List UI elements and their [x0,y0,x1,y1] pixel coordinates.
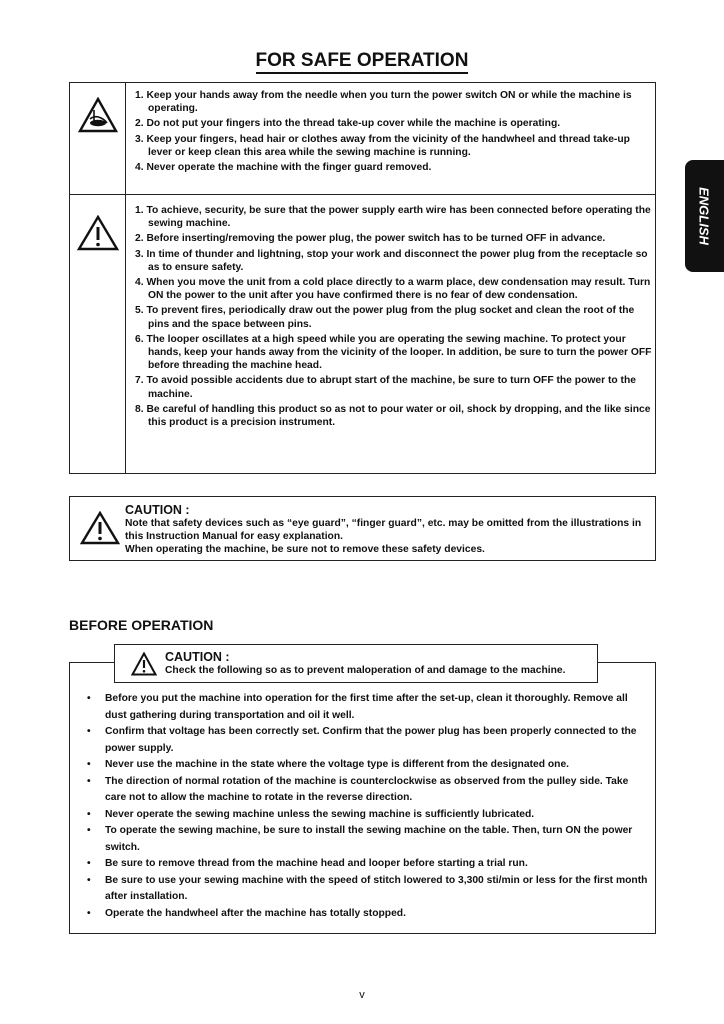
list-item: • To operate the sewing machine, be sure to install the sewing machine on the table. Then, turn ON the power switch. [87,823,649,856]
list-item: 2. Before inserting/removing the power plug, the power switch has to be turned OFF in advance. [135,233,606,245]
list-item: 2. Do not put your fingers into the thread take-up cover while the machine is operating. [135,118,561,130]
list-item: 3. Keep your fingers, head hair or clothes away from the vicinity of the handwheel and thread take-up lever or keep clean this area while the sewing machine is running. [135,133,630,158]
list-item: 1. Keep your hands away from the needle when you turn the power switch ON or while the machine is operating. [135,90,632,115]
icon-cell [70,195,126,473]
list-item: • The direction of normal rotation of the machine is counterclockwise as observed from the pulley side. Take care not to allow the machine to rotate in the reverse direction. [87,774,649,807]
list-item: • Be sure to use your sewing machine with the speed of stitch lowered to 3,300 sti/min or less for the first month after installation. [87,873,649,906]
safety-box-needle [69,82,656,195]
caution-text: When operating the machine, be sure not to remove these safety devices. [125,544,485,556]
list-item: 8. Be careful of handling this product so as not to pour water or oil, shock by dropping, and the like since this product is a precision instrument. [135,403,651,429]
safety-box-general [69,194,656,474]
list-item: • Be sure to remove thread from the machine head and looper before starting a trial run. [87,856,649,873]
list-item: • Confirm that voltage has been correctly set. Confirm that the power plug has been properly connected to the power supply. [87,724,649,757]
list-item: 5. To prevent fires, periodically draw out the power plug from the plug socket and clean the root of the pins and the space between pins. [135,305,635,330]
needle-safety-list [135,89,651,176]
caution-box-safety-devices [69,496,656,561]
warning-triangle-icon [80,511,120,545]
list-item: • Never operate the sewing machine unless the sewing machine is sufficiently lubricated. [87,807,649,824]
list-item: • Never use the machine in the state where the voltage type is different from the designated one. [87,757,649,774]
list-item: • Before you put the machine into operation for the first time after the set-up, clean it thoroughly. Remove all dust gathering during transportation and oil it well. [87,691,649,724]
general-safety-list [135,204,654,431]
icon-cell [70,83,126,194]
caution-text: Note that safety devices such as “eye guard”, “finger guard”, etc. may be omitted from the illustrations in this Instruction Manual for easy explanation. [125,518,642,543]
list-item: 4. Never operate the machine with the finger guard removed. [135,162,432,174]
caution-box-maloperation [114,644,598,683]
page-number: v [359,989,365,1001]
language-tab [685,160,724,272]
list-item: 7. To avoid possible accidents due to abrupt start of the machine, be sure to turn OFF the power to the machine. [135,375,636,400]
page-title: FOR SAFE OPERATION [0,50,724,72]
list-item: • Operate the handwheel after the machine has totally stopped. [87,906,649,923]
caution-heading: CAUTION : [125,503,190,517]
list-item: 1. To achieve, security, be sure that the power supply earth wire has been connected before operating the sewing machine. [135,205,651,230]
language-tab-label: ENGLISH [696,187,712,245]
list-item: 6. The looper oscillates at a high speed while you are operating the sewing machine. To protect your hands, keep your hands away from the vicinity of the looper. In addition, be sure to turn the power OFF before threading the machine head. [135,333,652,372]
list-item: 4. When you move the unit from a cold place directly to a warm place, dew condensation may result. Turn ON the power to the unit after you have confirmed there is no fear of dew condensation. [135,277,651,302]
caution-text: Check the following so as to prevent maloperation of and damage to the machine. [165,665,566,676]
warning-triangle-icon [77,215,119,251]
needle-hazard-icon [78,97,118,133]
before-operation-list [87,691,649,922]
warning-triangle-icon [131,652,157,676]
section-title: BEFORE OPERATION [69,617,214,633]
caution-heading: CAUTION : [165,650,230,664]
list-item: 3. In time of thunder and lightning, stop your work and disconnect the power plug from the receptacle so as to ensure safety. [135,248,648,273]
